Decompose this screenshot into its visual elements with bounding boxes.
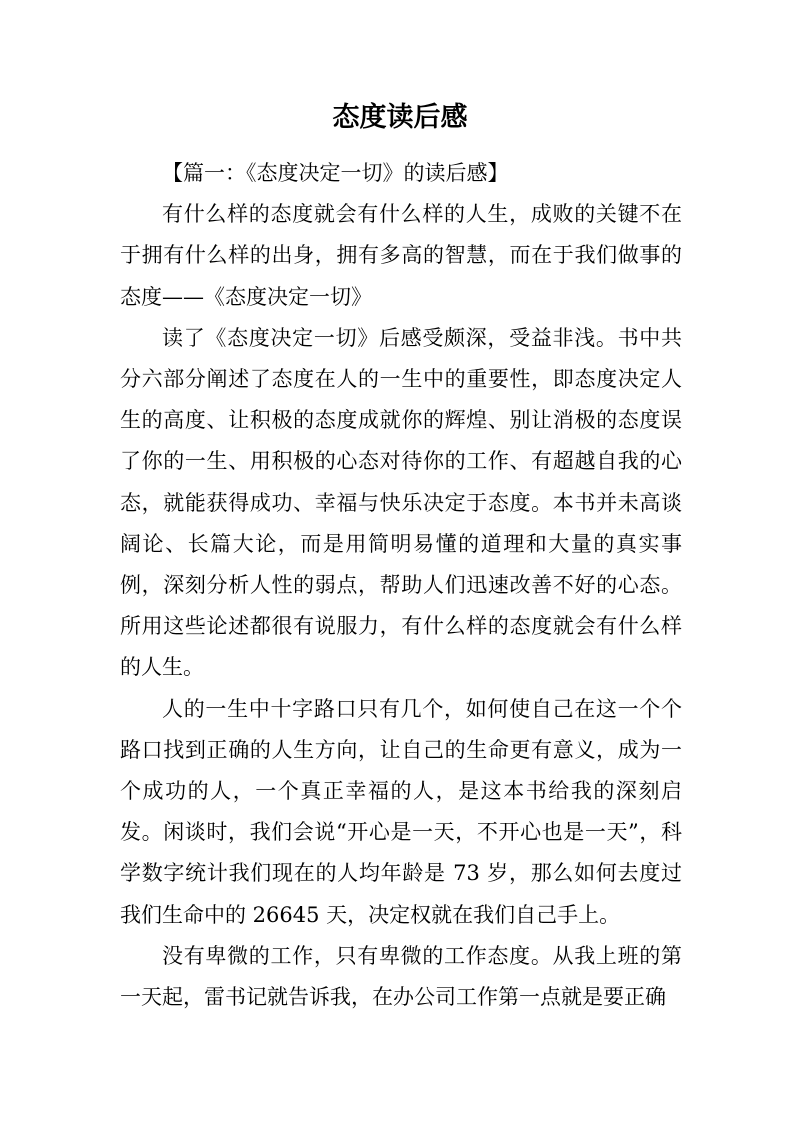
paragraph-3: 人的一生中十字路口只有几个，如何使自己在这一个个路口找到正确的人生方向，让自己的生命更有意义，成为一个成功的人，一个真正幸福的人，是这本书给我的深刻启发。闲谈时，我们会说“开心是一天，不开心也是一天”，科学数字统计我们现在的人均年龄是 73 岁，那么如何去度过我们生命中的 26645 天，决定权就在我们自己手上。 [120, 696, 682, 927]
document-body [120, 153, 682, 1018]
paragraph-2: 读了《态度决定一切》后感受颇深，受益非浅。书中共分六部分阐述了态度在人的一生中的重要性，即态度决定人生的高度、让积极的态度成就你的辉煌、别让消极的态度误了你的一生、用积极的心态对待你的工作、有超越自我的心态，就能获得成功、幸福与快乐决定于态度。本书并未高谈阔论、长篇大论，而是用简明易懂的道理和大量的真实事例，深刻分析人性的弱点，帮助人们迅速改善不好的心态。所用这些论述都很有说服力，有什么样的态度就会有什么样的人生。 [120, 325, 682, 680]
paragraph-1: 有什么样的态度就会有什么样的人生，成败的关键不在于拥有什么样的出身，拥有多高的智慧，而在于我们做事的态度——《态度决定一切》 [120, 202, 682, 309]
page-title: 态度读后感 [332, 102, 468, 133]
paragraph-4: 没有卑微的工作，只有卑微的工作态度。从我上班的第一天起，雷书记就告诉我，在办公司工作第一点就是要正确 [120, 943, 682, 1010]
section-heading: 【篇一：《态度决定一切》的读后感】 [162, 161, 509, 185]
